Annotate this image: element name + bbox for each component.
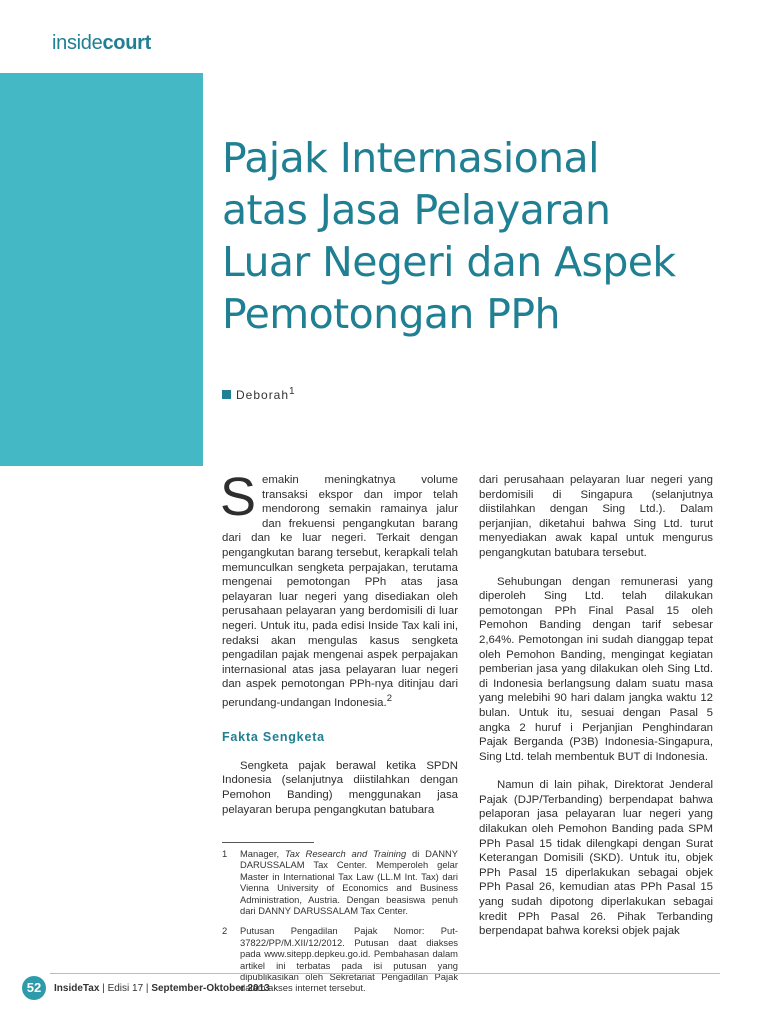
body-paragraph: Namun di lain pihak, Direktorat Jenderal Pajak (DJP/Terbanding) berpendapat bahwa pelaporan jasa pelayaran luar negeri yang dilakukan oleh Pemohon Banding pada SPM PPh Pasal 15 tidak dilengkapi dengan Surat Keterangan Domisili (SKD). Untuk itu, objek PPh Pasal 15 diperlakukan sebagai objek PPh Pasal 26, kemudian atas PPh Pasal 15 yang sudah dipotong diperlakukan sebagai kredit PPh Pasal 26. Pihak Terbanding berpendapat bahwa koreksi objek pajak: [479, 779, 713, 938]
footnote-text-part: Manager,: [240, 848, 285, 859]
brand-bold: court: [102, 32, 151, 54]
article-title: [222, 132, 742, 340]
footer-separator: |: [102, 983, 105, 994]
footer-separator: |: [145, 983, 149, 994]
drop-cap: S: [220, 467, 257, 527]
section-subheading: Fakta Sengketa: [222, 730, 325, 745]
publication-section-logo: [52, 32, 151, 55]
footnote-number: 2: [222, 925, 228, 937]
title-line-2: atas Jasa Pelayaran: [222, 186, 611, 234]
footnote-text: [240, 848, 458, 916]
body-paragraph: Sengketa pajak berawal ketika SPDN Indonesia (selanjutnya diistilahkan dengan Pemohon Banding) menggunakan jasa pelayaran berupa pengangkutan batubara: [222, 759, 458, 816]
footer-publication: InsideTax: [54, 983, 100, 994]
footnote-item: [222, 848, 458, 916]
teal-decorative-block: [0, 73, 203, 466]
author-byline: [222, 386, 296, 402]
square-bullet-icon: [222, 390, 231, 399]
intro-text: emakin meningkatnya volume transaksi ekspor dan impor telah mendorong semakin ramainya jalur dan frekuensi pengangkutan barang dari dan ke luar negeri. Terkait dengan pengangkutan barang tersebut, kerapkali telah memunculkan sengketa perpajakan, terutama mengenai pemotongan PPh atas jasa pelayaran luar negeri yang disediakan oleh perusahaan pelayaran yang berdomisili di luar negeri. Untuk itu, pada edisi Inside Tax kali ini, redaksi akan mengulas kasus sengketa pengadilan pajak mengenai aspek perpajakan internasional atas jasa pelayaran luar negeri dan aspek pemotongan PPh-nya ditinjau dari perundang-undangan Indonesia.: [222, 474, 458, 709]
body-paragraph: dari perusahaan pelayaran luar negeri yang berdomisili di Singapura (selanjutnya diistilahkan dengan Sing Ltd.). Dalam perjanjian, diketahui bahwa Sing Ltd. turut menyediakan awak kapal untuk mengurus pengangkutan batubara tersebut.: [479, 474, 713, 559]
footnote-italic-text: Tax Research and Training: [284, 848, 407, 859]
footer-info: [54, 983, 270, 994]
title-line-4: Pemotongan PPh: [222, 290, 560, 338]
footer-divider: [50, 973, 720, 974]
footnote-number: 1: [222, 848, 228, 859]
article-column-1: [220, 467, 458, 817]
footnote-ref-2: 2: [386, 692, 392, 704]
page-number-badge: 52: [22, 976, 46, 1000]
footnote-text-part: di DANNY DARUSSALAM Tax Center. Memperoleh gelar Master in International Tax Law (LL.M Int. Tax) dari Vienna University of Economics and Business Administration, Austria. Dengan beasiswa penuh dari DANNY DARUSSALAM Tax Center.: [240, 848, 458, 917]
footnote-text: Putusan Pengadilan Pajak Nomor: Put-37822/PP/M.XII/12/2012. Putusan daat diakses pada www.sitepp.depkeu.go.id. Pembahasan dalam artikel ini terbatas pada isi putusan yang dipublikasikan oleh Sekretariat Pengadilan Pajak dalam akses internet tersebut.: [240, 925, 458, 994]
title-line-1: Pajak Internasional: [222, 134, 599, 182]
footer-period: September-Oktober 2013: [151, 983, 270, 994]
body-paragraph: Sehubungan dengan remunerasi yang diperoleh Sing Ltd. telah dilakukan pemotongan PPh Final Pasal 15 oleh Pemohon Banding dengan tarif sebesar 2,64%. Pemotongan ini sudah dianggap tepat oleh Pemohon Banding, mengingat kegiatan pemberian jasa yang dilakukan oleh Sing Ltd. di Indonesia berlangsung dalam suatu masa yang melebihi 90 hari dalam jangka waktu 12 bulan. Untuk itu, sesuai dengan Pasal 5 angka 2 huruf i Perjanjian Penghindaran Pajak Berganda (P3B) Indonesia-Singapura, Sing Ltd. telah membentuk BUT di Indonesia.: [479, 575, 713, 763]
footer-edition: Edisi 17: [107, 983, 144, 994]
article-column-2: [479, 473, 713, 939]
brand-light: inside: [52, 32, 103, 54]
author-footnote-ref: 1: [289, 386, 296, 397]
author-name: Deborah: [236, 388, 290, 402]
footnotes: [222, 848, 458, 1003]
footnote-divider: [222, 842, 314, 843]
intro-paragraph: [220, 467, 458, 710]
title-line-3: Luar Negeri dan Aspek: [222, 238, 676, 286]
